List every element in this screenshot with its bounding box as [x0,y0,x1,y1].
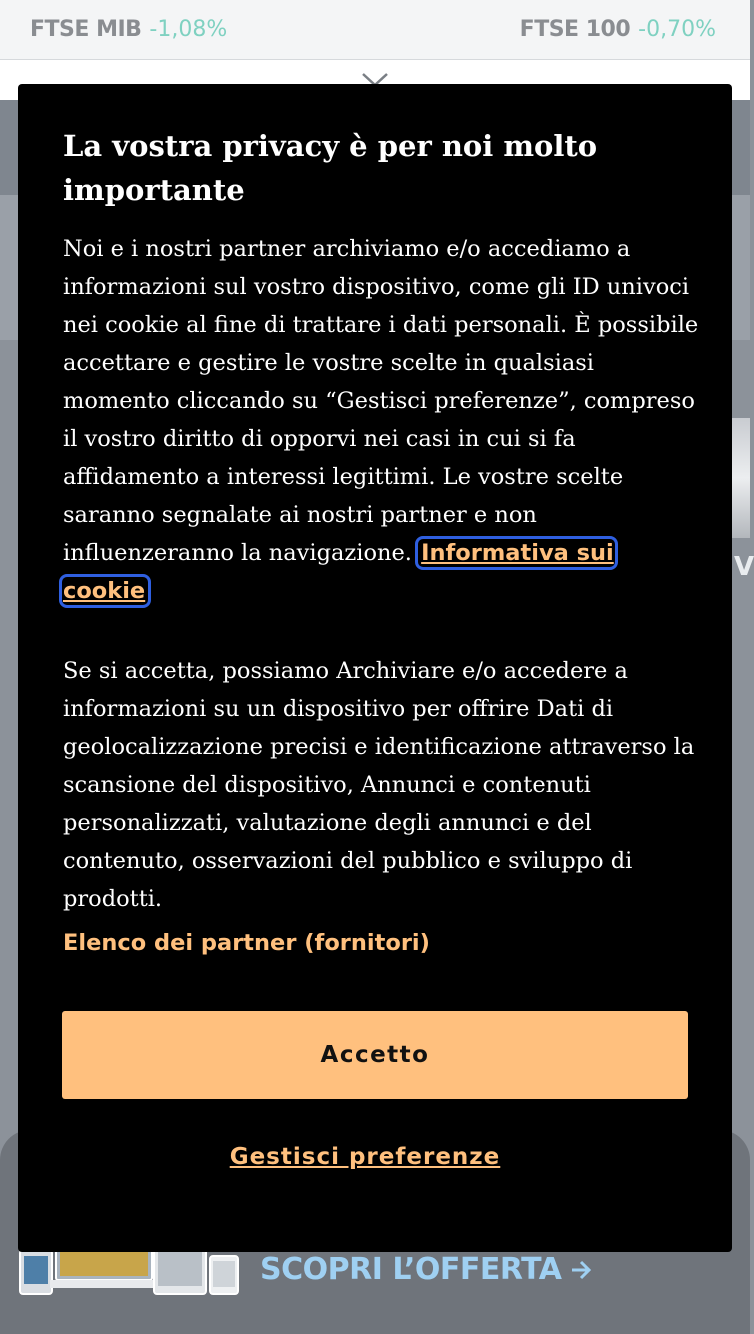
dialog-title: La vostra privacy è per noi molto importante [63,129,598,207]
ticker-change: -1,08% [149,17,228,42]
arrow-right-icon [570,1259,592,1281]
article-title-fragment: V [734,552,754,582]
ticker-change: -0,70% [638,17,716,42]
market-ticker-bar [0,0,750,60]
ticker-ftse-100[interactable] [520,17,716,42]
ticker-name: FTSE MIB [30,17,142,42]
ticker-ftse-mib[interactable] [30,17,227,42]
consent-purposes-text: Se si accetta, possiamo Archiviare e/o accedere a informazioni su un dispositivo per offrire Dati di geolocalizzazione precisi e identificazione attraverso la scansione del dispositivo, Annunci e contenuti personalizzati, valutazione degli annunci e del contenuto, osservazioni del pubblico e sviluppo di prodotti. [63,658,695,912]
promo-cta-label: SCOPRI L’OFFERTA [260,1252,562,1287]
ticker-name: FTSE 100 [519,17,631,42]
consent-body-text: Noi e i nostri partner archiviamo e/o accediamo a informazioni sul vostro dispositivo, come gli ID univoci nei cookie al fine di trattare i dati personali. È possibile accettare e gestire le vostre scelte in qualsiasi momento cliccando su “Gestisci preferenze”, compreso il vostro diritto di opporvi nei casi in cui si fa affidamento a interessi legittimi. Le vostre scelte saranno segnalate ai nostri partner e non influenzeranno la navigazione. [63,236,699,566]
promo-offer-link[interactable] [260,1252,592,1287]
consent-description [63,230,703,610]
partners-list-link[interactable]: Elenco dei partner (fornitori) [63,930,430,956]
cookie-policy-link[interactable]: Informativa sui cookie [63,540,614,604]
privacy-consent-dialog [18,84,732,1252]
accept-button[interactable]: Accetto [62,1011,688,1099]
manage-preferences-link[interactable]: Gestisci preferenze [229,1144,501,1170]
